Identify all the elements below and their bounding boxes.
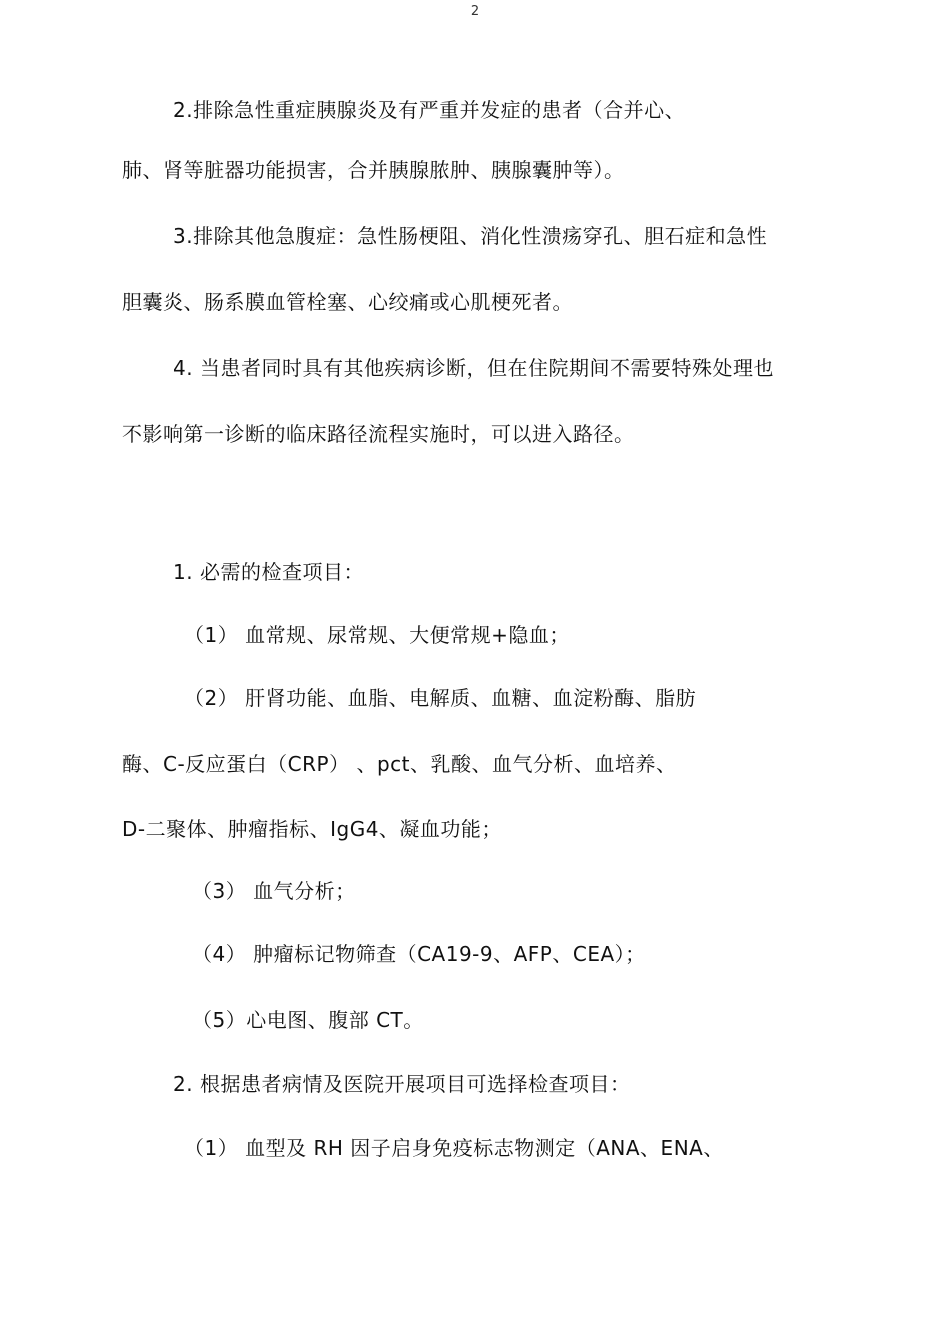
text-line: D-二聚体、肿瘤指标、IgG4、凝血功能； bbox=[122, 817, 502, 841]
text-line: 2.排除急性重症胰腺炎及有严重并发症的患者（合并心、 bbox=[173, 98, 686, 122]
text-line: （1） 血常规、尿常规、大便常规+隐血； bbox=[184, 623, 570, 647]
text-line: 胆囊炎、肠系膜血管栓塞、心绞痛或心肌梗死者。 bbox=[122, 290, 573, 314]
text-line: 1. 必需的检查项目： bbox=[173, 560, 364, 584]
text-line: 酶、C-反应蛋白（CRP） 、pct、乳酸、血气分析、血培养、 bbox=[122, 752, 677, 776]
text-line: 3.排除其他急腹症：急性肠梗阻、消化性溃疡穿孔、胆石症和急性 bbox=[173, 224, 768, 248]
text-line: （4） 肿瘤标记物筛查（CA19-9、AFP、CEA）； bbox=[192, 942, 646, 966]
page-number: 2 bbox=[470, 4, 480, 19]
text-line: （3） 血气分析； bbox=[192, 879, 356, 903]
text-line: 不影响第一诊断的临床路径流程实施时，可以进入路径。 bbox=[122, 422, 635, 446]
text-line: （1） 血型及 RH 因子启身免疫标志物测定（ANA、ENA、 bbox=[184, 1136, 724, 1160]
text-line: 4. 当患者同时具有其他疾病诊断，但在住院期间不需要特殊处理也 bbox=[173, 356, 774, 380]
text-line: （2） 肝肾功能、血脂、电解质、血糖、血淀粉酶、脂肪 bbox=[184, 686, 697, 710]
text-line: 2. 根据患者病情及医院开展项目可选择检查项目： bbox=[173, 1072, 631, 1096]
text-line: 肺、肾等脏器功能损害，合并胰腺脓肿、胰腺囊肿等）。 bbox=[122, 158, 625, 182]
text-line: （5）心电图、腹部 CT。 bbox=[192, 1008, 424, 1032]
